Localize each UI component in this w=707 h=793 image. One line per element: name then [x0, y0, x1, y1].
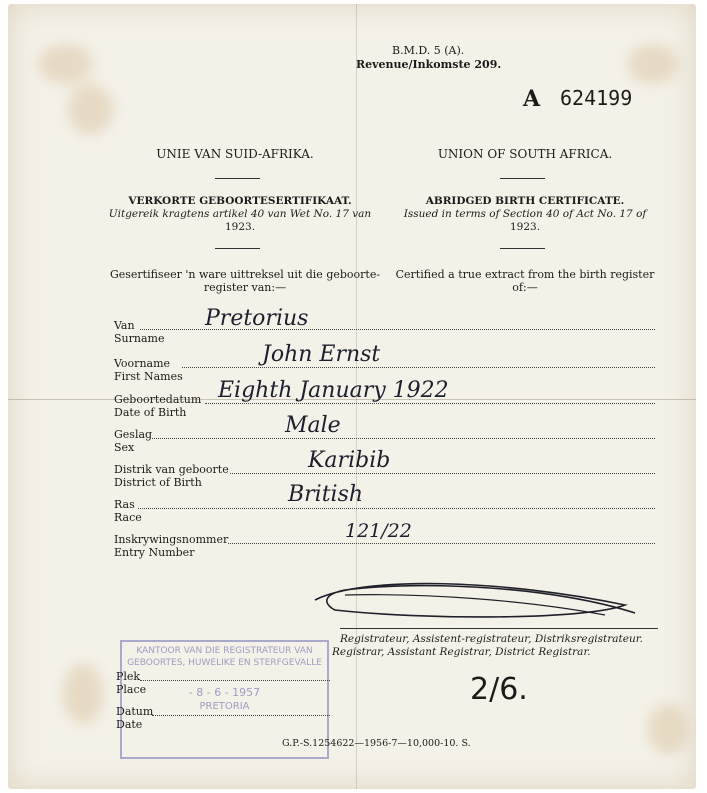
stain [68, 84, 113, 134]
fill-line [138, 508, 655, 509]
signature-line [340, 628, 658, 629]
fill-line [182, 367, 655, 368]
subtitle-af-1: Uitgereik kragtens artikel 40 van Wet No. 17 van [108, 208, 372, 220]
value-district: Karibib [308, 448, 391, 473]
fill-line [228, 543, 655, 544]
registrar-signature [305, 575, 655, 635]
intro-en-2: of:— [512, 281, 538, 294]
label-af: Geslag [114, 428, 153, 441]
label-date: Date [116, 718, 143, 731]
stamp-date: - 8 - 6 - 1957 [188, 686, 261, 699]
intro-af-2: register van:— [203, 281, 287, 294]
country-en: UNION OF SOUTH AFRICA. [437, 147, 613, 161]
subtitle-en-2: 1923. [509, 221, 541, 233]
stamp-line1: KANTOOR VAN DIE REGISTRATEUR VAN [136, 646, 313, 656]
stain [628, 44, 678, 84]
value-entry-number: 121/22 [345, 520, 412, 542]
divider [500, 178, 545, 179]
country-af: UNIE VAN SUID-AFRIKA. [156, 147, 314, 161]
label-af: Inskrywingsnommer [114, 533, 229, 546]
value-surname: Pretorius [205, 306, 309, 331]
registrar-af: Registrateur, Assistent-registrateur, Distriksregistrateur. [340, 633, 643, 645]
stamp-line2: GEBOORTES, HUWELIKE EN STERFGEVALLE [127, 658, 322, 668]
title-af: VERKORTE GEBOORTESERTIFIKAAT. [128, 195, 352, 207]
form-code: B.M.D. 5 (A). [392, 44, 465, 57]
label-en: First Names [114, 370, 183, 383]
subtitle-en-1: Issued in terms of Section 40 of Act No. 17 of [403, 208, 647, 220]
divider [215, 178, 260, 179]
subtitle-af-2: 1923. [224, 221, 256, 233]
label-plek: Plek [116, 670, 141, 683]
stain [648, 704, 688, 754]
value-sex: Male [285, 413, 341, 438]
fee-value: 2/6. [470, 672, 528, 707]
stain [63, 664, 103, 724]
label-en: Entry Number [114, 546, 195, 559]
stamp-city: PRETORIA [199, 701, 250, 712]
label-af: Ras [114, 498, 135, 511]
fill-line [152, 715, 330, 716]
value-first-names: John Ernst [262, 342, 381, 367]
fill-line [152, 438, 655, 439]
serial-prefix: A [523, 86, 541, 112]
title-en: ABRIDGED BIRTH CERTIFICATE. [425, 195, 625, 207]
label-en: Sex [114, 441, 135, 454]
label-datum: Datum [116, 705, 154, 718]
label-place: Place [116, 683, 147, 696]
intro-af-1: Gesertifiseer 'n ware uittreksel uit die geboorte- [109, 268, 381, 281]
serial-number: 624199 [560, 86, 633, 110]
registrar-en: Registrar, Assistant Registrar, District Registrar. [332, 646, 591, 658]
intro-en-1: Certified a true extract from the birth register [395, 268, 655, 281]
label-en: Date of Birth [114, 406, 187, 419]
fill-line [230, 473, 655, 474]
label-en: Surname [114, 332, 165, 345]
label-en: Race [114, 511, 142, 524]
print-code: G.P.-S.1254622—1956-7—10,000-10. S. [282, 738, 471, 749]
divider [500, 248, 545, 249]
label-af: Voorname [114, 357, 171, 370]
stain [38, 44, 93, 84]
fill-line [140, 680, 330, 681]
label-af: Van [114, 319, 135, 332]
label-af: Geboortedatum [114, 393, 202, 406]
label-af: Distrik van geboorte [114, 463, 229, 476]
fill-line [205, 403, 655, 404]
value-date-of-birth: Eighth January 1922 [218, 378, 449, 403]
divider [215, 248, 260, 249]
revenue-code: Revenue/Inkomste 209. [356, 58, 502, 71]
value-race: British [288, 482, 364, 507]
label-en: District of Birth [114, 476, 202, 489]
